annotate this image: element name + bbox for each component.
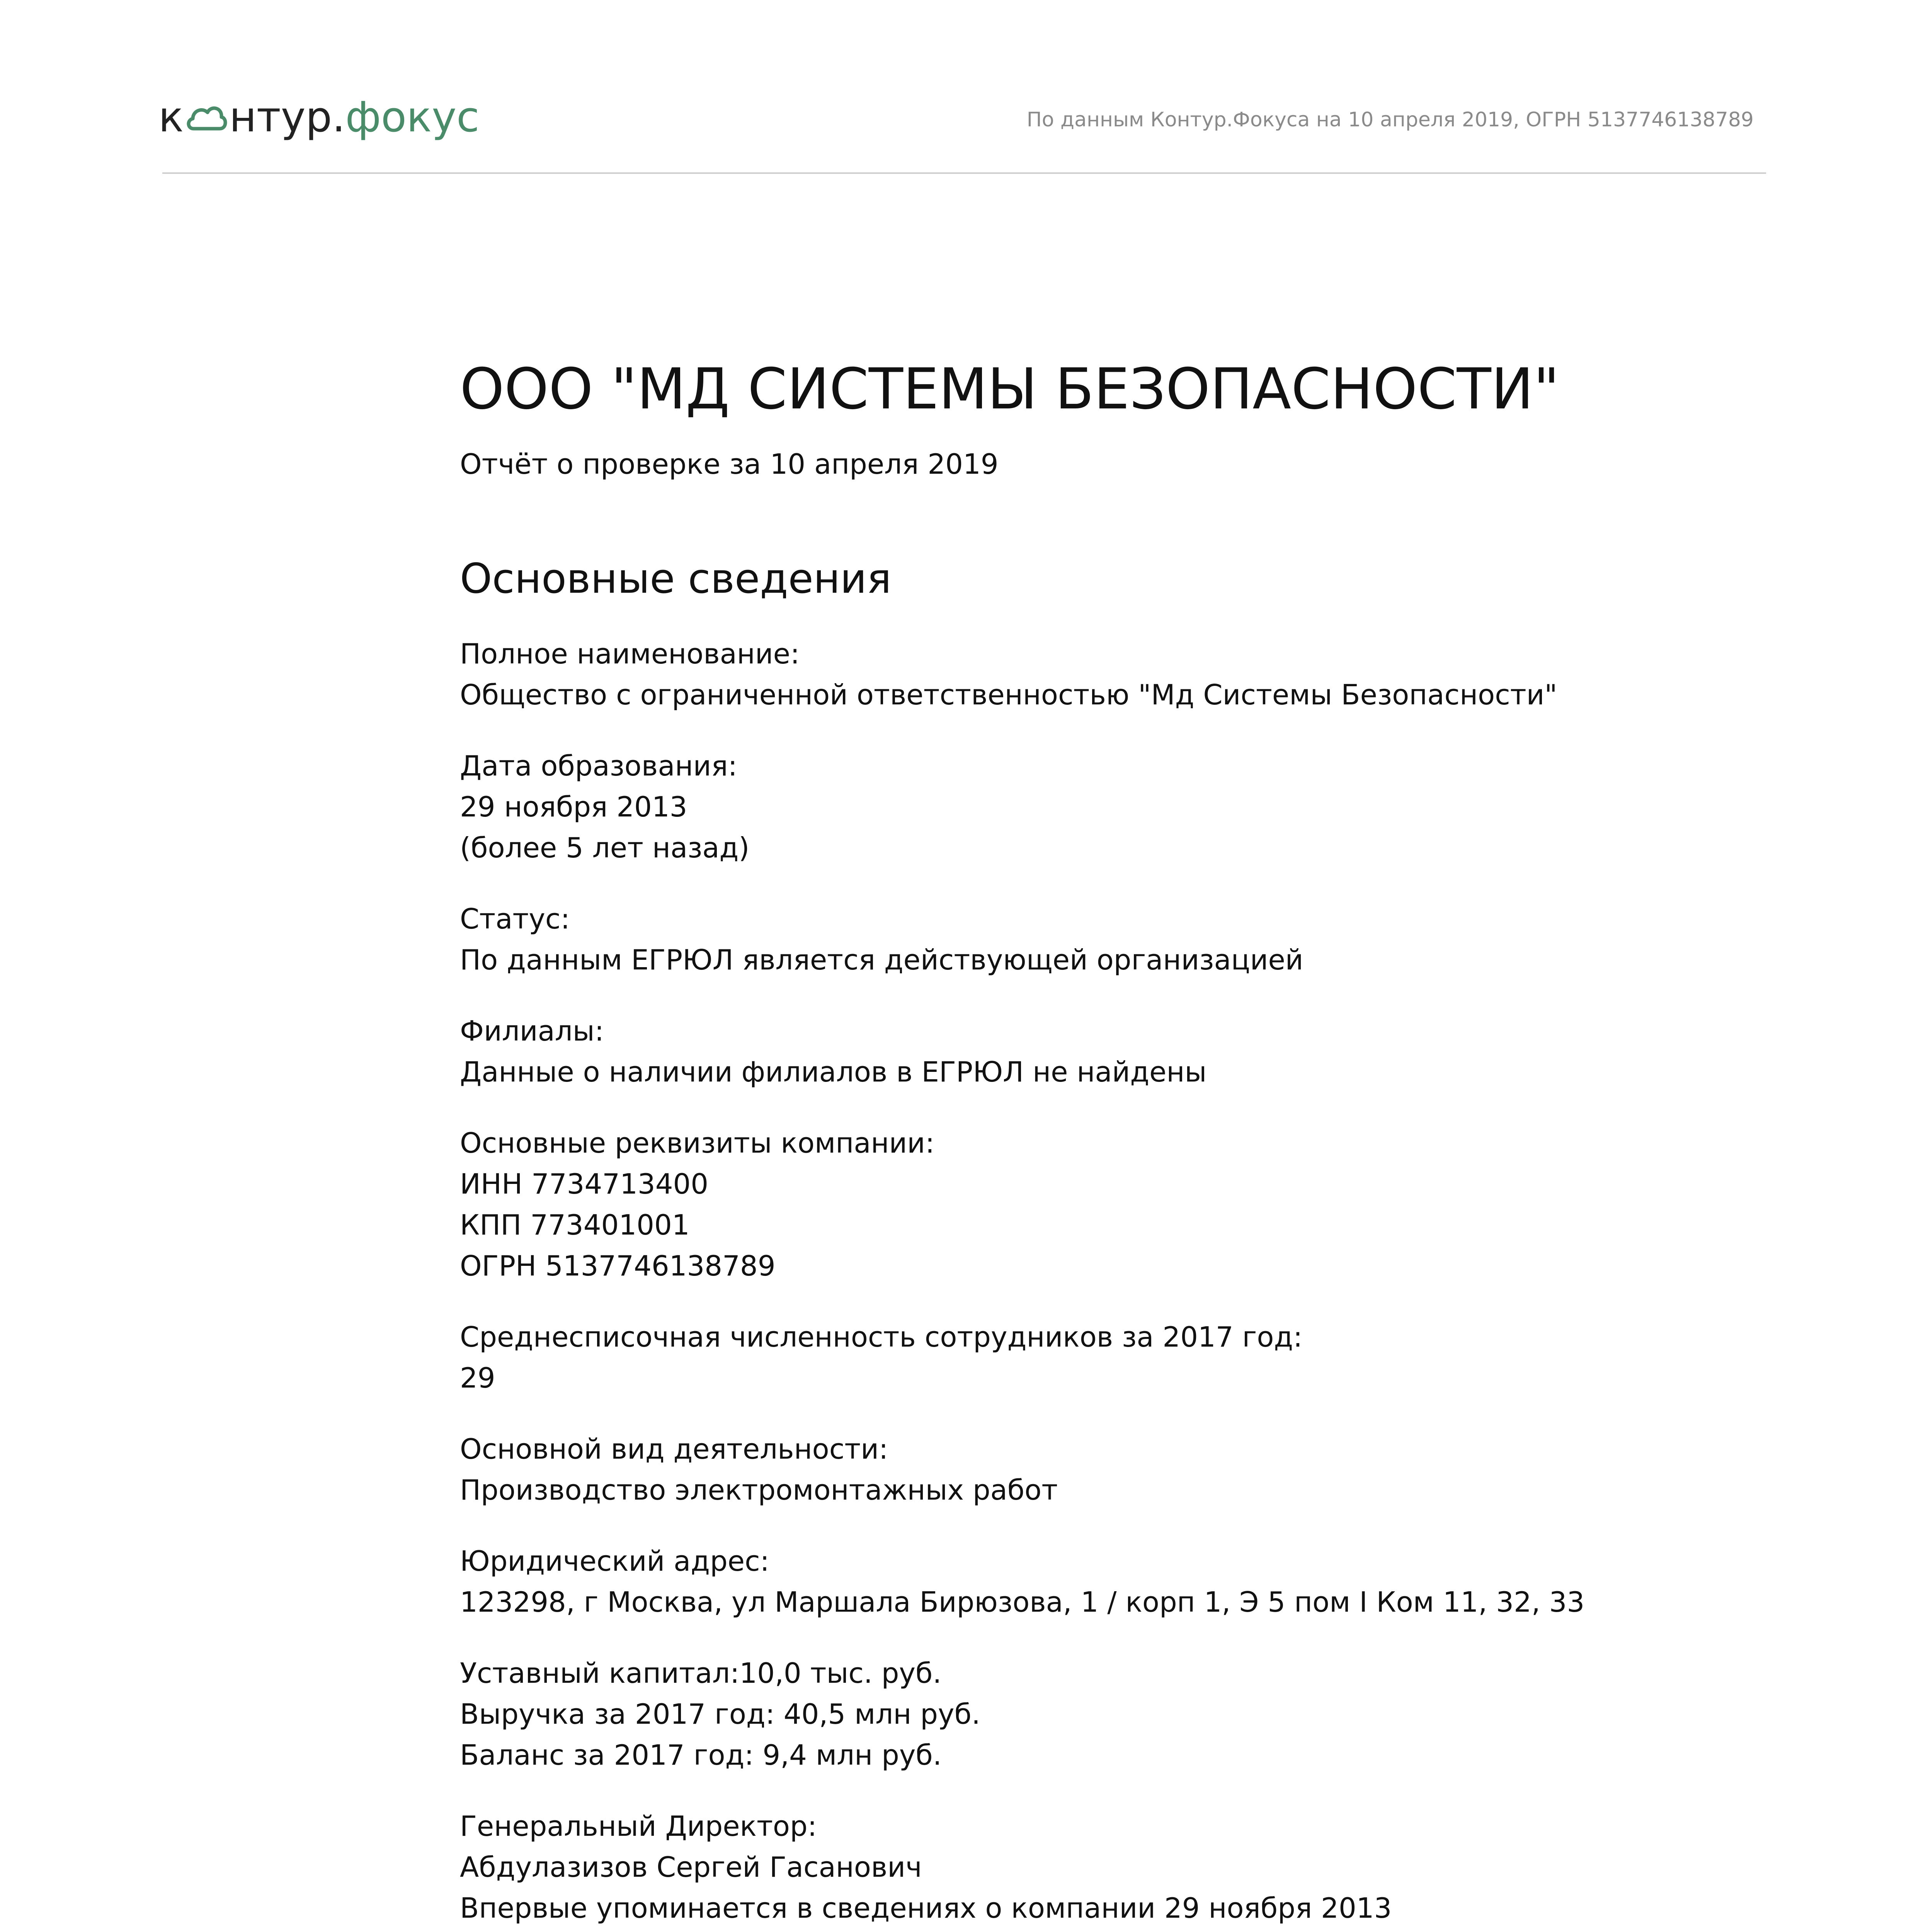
info-field-label: Среднесписочная численность сотрудников за 2017 год: xyxy=(460,1320,1303,1353)
logo-dot: . xyxy=(332,93,345,141)
info-field-value: ИНН 7734713400 xyxy=(460,1167,709,1200)
section-heading-basic: Основные сведения xyxy=(460,554,892,602)
report-subtitle: Отчёт о проверке за 10 апреля 2019 xyxy=(460,448,999,481)
info-field xyxy=(460,898,1766,980)
cloud-icon xyxy=(185,102,228,133)
info-field-label: Уставный капитал:10,0 тыс. руб. xyxy=(460,1656,942,1689)
info-field xyxy=(460,745,1766,868)
info-field-value: Баланс за 2017 год: 9,4 млн руб. xyxy=(460,1738,942,1771)
info-field xyxy=(460,1010,1766,1092)
logo-word-ntur: нтур xyxy=(229,93,332,141)
info-field-label: Дата образования: xyxy=(460,749,737,782)
info-field-value: Производство электромонтажных работ xyxy=(460,1473,1058,1506)
info-field-value: Абдулазизов Сергей Гасанович xyxy=(460,1850,922,1883)
info-field-value xyxy=(460,1929,1766,1932)
info-field-label: Основной вид деятельности: xyxy=(460,1432,888,1465)
info-field xyxy=(460,633,1766,715)
info-field-value: По данным ЕГРЮЛ является действующей организацией xyxy=(460,943,1303,976)
info-field xyxy=(460,1316,1766,1398)
info-field-value: Данные о наличии филиалов в ЕГРЮЛ не найдены xyxy=(460,1055,1207,1088)
header-meta: По данным Контур.Фокуса на 10 апреля 2019, ОГРН 5137746138789 xyxy=(1026,108,1754,131)
info-field-value: КПП 773401001 xyxy=(460,1208,690,1241)
basic-fields xyxy=(460,633,1766,1932)
info-field-value: 29 xyxy=(460,1361,495,1394)
logo-letter-k: к xyxy=(158,93,184,141)
report-body xyxy=(460,355,1766,1932)
info-field-label: Филиалы: xyxy=(460,1014,604,1047)
info-field-value: Общество с ограниченной ответственностью "Мд Системы Безопасности" xyxy=(460,678,1557,711)
header-divider xyxy=(162,172,1766,174)
info-field-value: Выручка за 2017 год: 40,5 млн руб. xyxy=(460,1697,980,1730)
info-field-label: Статус: xyxy=(460,902,570,935)
kontur-fokus-logo xyxy=(158,88,480,146)
info-field-value: Впервые упоминается в сведениях о компании 29 ноября 2013 xyxy=(460,1891,1392,1924)
info-field xyxy=(460,1541,1766,1622)
info-field xyxy=(460,1806,1766,1932)
info-field xyxy=(460,1429,1766,1510)
info-field-label: Основные реквизиты компании: xyxy=(460,1126,935,1159)
info-field xyxy=(460,1653,1766,1776)
info-field-label: Полное наименование: xyxy=(460,637,800,670)
info-field-value: 123298, г Москва, ул Маршала Бирюзова, 1 / корп 1, Э 5 пом I Ком 11, 32, 33 xyxy=(460,1585,1585,1618)
company-title: ООО "МД СИСТЕМЫ БЕЗОПАСНОСТИ" xyxy=(460,356,1560,422)
info-field-label: Юридический адрес: xyxy=(460,1544,769,1577)
info-field xyxy=(460,1122,1766,1286)
info-field-value: ОГРН 5137746138789 xyxy=(460,1249,776,1282)
info-field-value: (более 5 лет назад) xyxy=(460,831,750,864)
info-field-label: Генеральный Директор: xyxy=(460,1810,817,1842)
info-field-value: 29 ноября 2013 xyxy=(460,790,687,823)
logo-word-fokus: фокус xyxy=(345,93,480,141)
